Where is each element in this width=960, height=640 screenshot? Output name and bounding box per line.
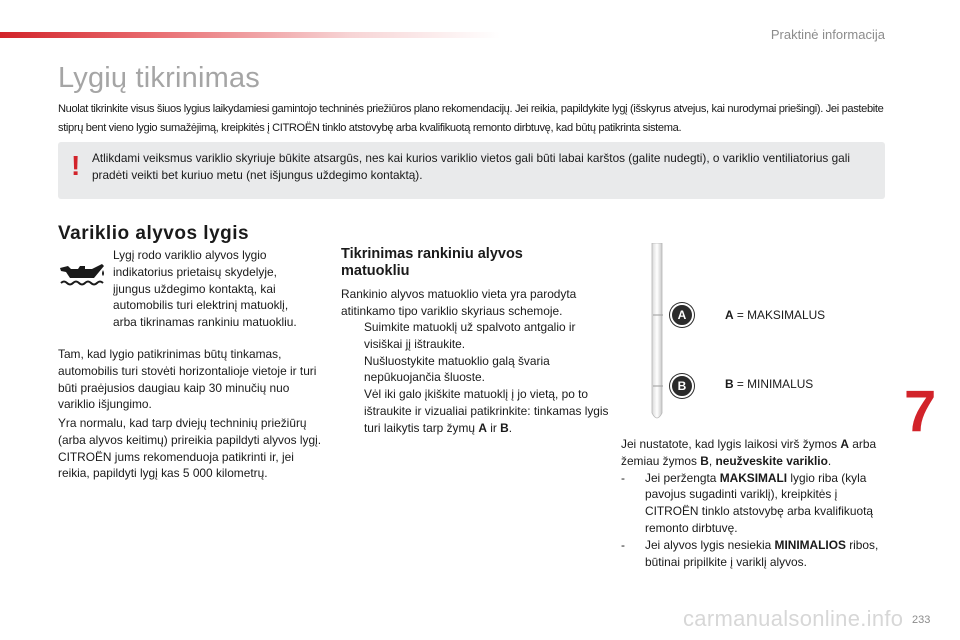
oil-level-icon <box>58 258 108 288</box>
list-item-text: Nušluostykite matuoklio galą švaria nepūkuojančia šluoste. <box>364 353 550 385</box>
list-item <box>341 319 611 353</box>
warning-icon: ! <box>71 150 81 181</box>
list-item: - Jei peržengta MAKSIMALI lygio riba (kyla pavojus sugadinti variklį), kreipkitės į CITROËN tinklo atstovybę arba kvalifikuotą remonto dirbtuvę. <box>621 470 873 535</box>
list-item-text: . <box>508 420 513 435</box>
dash-marker: - <box>621 470 625 485</box>
list-item <box>341 353 611 387</box>
level-guidance <box>621 436 891 570</box>
label-key: B <box>725 377 734 391</box>
page-title: Lygių tikrinimas <box>58 62 260 94</box>
section-header: Praktinė informacija <box>770 27 885 42</box>
list-item: - Jei alyvos lygis nesiekia MINIMALIOS ribos, būtinai pripilkite į variklį alyvos. <box>621 537 879 569</box>
indicator-text: Lygį rodo variklio alyvos lygio indikatorius prietaisų skydelyje, įjungus uždegimo kontaktą, kai automobilis turi elektrinį matuoklį, arba tikrinamas rankiniu matuokliu. <box>113 248 297 330</box>
label-value: = MINIMALUS <box>733 377 814 391</box>
label-key: A <box>725 308 734 322</box>
dash-marker: - <box>621 537 625 552</box>
label-value: = MAKSIMALUS <box>733 308 826 322</box>
max-level-label <box>725 308 825 322</box>
mark-b-ref: B <box>500 420 509 435</box>
warning-box <box>58 142 885 199</box>
level-guidance-list <box>621 470 891 571</box>
instruction-list <box>341 319 611 437</box>
condition-paragraph: Tam, kad lygio patikrinimas būtų tinkamas, automobilis turi stovėti horizontalioje vietoje ir turi būti praėjusios daugiau kaip 30 minučių nuo variklio išjungimo. <box>58 347 317 412</box>
list-item <box>341 386 611 436</box>
chapter-number: 7 <box>904 379 937 444</box>
mark-b-badge: B <box>670 374 694 398</box>
oil-level-heading: Variklio alyvos lygis <box>58 223 250 244</box>
manual-dipstick-heading: Tikrinimas rankiniu alyvos matuokliu <box>341 246 523 279</box>
list-item-text: Vėl iki galo įkiškite matuoklį į jo vietą, po to ištraukite ir vizualiai patikrinkite: tinkamas lygis turi laikytis tarp žymų <box>364 387 609 435</box>
warning-text: Atlikdami veiksmus variklio skyriuje būkite atsargūs, nes kai kurios variklio vietos gali būti labai karštos (galite nudegti), o variklio ventiliatorius gali pradėti veikti bet kuriuo metu (net išjungus uždegimo kontaktą). <box>92 151 850 182</box>
dipstick-location-paragraph: Rankinio alyvos matuoklio vieta yra parodyta atitinkamo tipo variklio skyriaus schemoje. <box>341 287 577 318</box>
level-guidance-intro: Jei nustatote, kad lygis laikosi virš žymos A arba žemiau žymos B, neužveskite variklio. <box>621 437 877 468</box>
dipstick-illustration <box>648 243 668 423</box>
recommendation-paragraph: Yra normalu, kad tarp dviejų techninių priežiūrų (arba alyvos keitimų) prireikia papildyti alyvos lygį. CITROËN jums rekomenduoja patikrinti ir, jei reikia, papildyti lygį kas 5 000 kilometrų. <box>58 416 322 481</box>
intro-paragraph: Nuolat tikrinkite visus šiuos lygius laikydamiesi gamintojo techninės priežiūros plano rekomendacijų. Jei reikia, papildykite lygį (išskyrus atvejus, kai nurodymai priešingi). Jei pastebite stiprų bent vieno lygio sumažėjimą, kreipkitės į CITROËN tinklo atstovybę arba kvalifikuotą remonto dirbtuvę, kad būtų patikrinta sistema. <box>58 103 884 134</box>
watermark: carmanualsonline.info <box>683 606 904 631</box>
list-item-text: ir <box>486 420 501 435</box>
page-number: 233 <box>912 614 931 626</box>
min-level-label <box>725 377 813 391</box>
mark-a-ref: A <box>478 420 487 435</box>
mark-a-badge: A <box>670 303 694 327</box>
top-accent-bar <box>0 32 500 38</box>
list-item-text: Suimkite matuoklį už spalvoto antgalio ir visiškai jį ištraukite. <box>364 320 576 351</box>
